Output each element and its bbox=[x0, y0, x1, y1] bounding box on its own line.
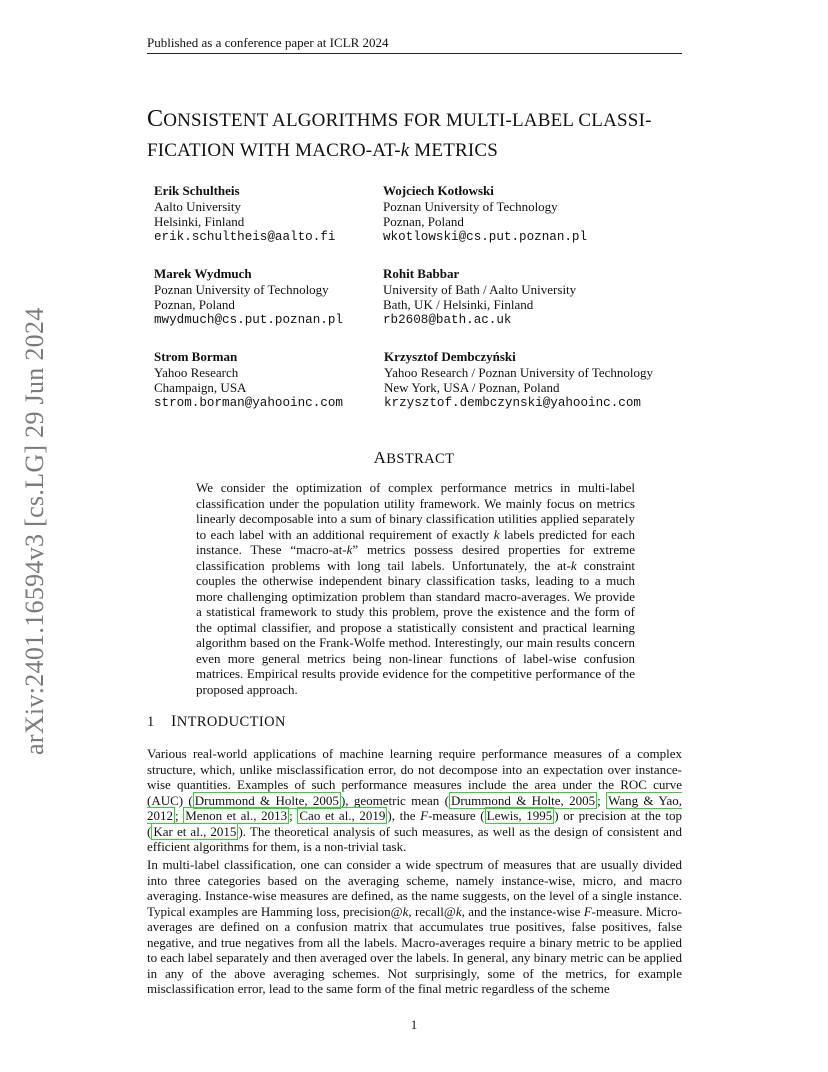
author-affiliation: University of Bath / Aalto University bbox=[383, 281, 577, 297]
author-email[interactable]: erik.schultheis@aalto.fi bbox=[154, 229, 336, 244]
abstract-part: We consider the optimization of complex performance metrics in multi-label classification under the population utility framework. We mainly focus on metrics linearly decomposable into a sum of binary classification utilities applied separately to each label with an additional requirement of exactly bbox=[196, 480, 635, 542]
author-affiliation: Poznan University of Technology bbox=[383, 198, 558, 214]
citation-link[interactable]: Wang & Yao, 2012 bbox=[147, 792, 682, 823]
author-name: Strom Borman bbox=[154, 349, 238, 364]
author-name: Krzysztof Dembczyński bbox=[384, 349, 516, 364]
author-block-6 bbox=[384, 349, 653, 411]
author-block-4 bbox=[383, 266, 576, 328]
math-k: k bbox=[570, 557, 577, 573]
text: ). The theoretical analysis of such measures, as well as the design of consistent and efficient algorithms for them, is a non-trivial task. bbox=[147, 823, 682, 854]
author-location: Poznan, Poland bbox=[383, 214, 464, 229]
author-block-5 bbox=[154, 349, 343, 411]
abstract-heading-initial: A bbox=[373, 448, 387, 467]
math-k: k bbox=[493, 526, 500, 542]
title-initial: C bbox=[147, 106, 164, 132]
abstract-part: labels predicted for each instance. These “macro-at- bbox=[196, 526, 635, 557]
running-header: Published as a conference paper at ICLR 2024 bbox=[147, 35, 389, 50]
author-affiliation: Yahoo Research bbox=[154, 364, 239, 380]
author-email[interactable]: wkotlowski@cs.put.poznan.pl bbox=[383, 229, 588, 244]
author-email[interactable]: mwydmuch@cs.put.poznan.pl bbox=[154, 312, 343, 327]
author-affiliation: Yahoo Research / Poznan University of Technology bbox=[384, 364, 654, 380]
author-email[interactable]: krzysztof.dembczynski@yahooinc.com bbox=[384, 395, 641, 410]
author-email[interactable]: rb2608@bath.ac.uk bbox=[383, 312, 512, 327]
author-location: New York, USA / Poznan, Poland bbox=[384, 380, 560, 395]
abstract-heading bbox=[0, 448, 828, 468]
author-block-2 bbox=[383, 183, 587, 245]
text: , recall@ bbox=[408, 903, 456, 919]
author-affiliation: Poznan University of Technology bbox=[154, 281, 329, 297]
author-name: Marek Wydmuch bbox=[154, 266, 252, 281]
text: ; bbox=[597, 792, 607, 808]
author-block-1 bbox=[154, 183, 335, 245]
text: -measure ( bbox=[428, 808, 485, 823]
intro-paragraph-1 bbox=[147, 746, 682, 855]
author-location: Champaign, USA bbox=[154, 380, 247, 395]
abstract-part: constraint couples the otherwise independent binary classification tasks, leading to a much more challenging optimization problem than standard macro-averages. We provide a statistical framework to study this problem, prove the existence and the form of the optimal classifier, and propose a statistically consistent and practical learning algorithm based on the Frank-Wolfe method. Interestingly, our main results concern even more general metrics being non-linear functions of label-wise confusion matrices. Empirical results provide evidence for the competitive performance of the proposed approach. bbox=[196, 557, 635, 697]
citation-link[interactable]: Lewis, 1995 bbox=[486, 808, 553, 823]
text: , and the instance-wise bbox=[461, 903, 584, 919]
text: ), geometric mean ( bbox=[340, 792, 449, 808]
author-affiliation: Aalto University bbox=[154, 198, 242, 214]
title-line2-end: METRICS bbox=[409, 140, 499, 161]
text: Various real-world applications of machine learning require performance measures of a complex structure, which, unlike misclassification error, do not decompose into an expectation over instance-wise quantities. Examples of such performance measures include the area under the ROC curve (AUC) ( bbox=[147, 746, 682, 808]
author-name: Rohit Babbar bbox=[383, 266, 460, 281]
citation-link[interactable]: Kar et al., 2015 bbox=[153, 823, 237, 839]
page-number: 1 bbox=[410, 1017, 418, 1032]
header-rule bbox=[147, 53, 682, 54]
title-line1: ONSISTENT ALGORITHMS FOR MULTI-LABEL CLASSI- bbox=[163, 110, 652, 131]
text: In multi-label classification, one can consider a wide spectrum of measures that are usually divided into three categories based on the averaging scheme, namely instance-wise, micro, and macro averaging. Instance-wise measures are defined, as the name suggests, on the level of a single instance. Typical examples are Hamming loss, precision@ bbox=[147, 857, 682, 919]
math-F: F bbox=[420, 808, 429, 823]
text: ; bbox=[289, 808, 298, 823]
title-line2: FICATION WITH MACRO-AT- bbox=[147, 140, 401, 161]
author-email[interactable]: strom.borman@yahooinc.com bbox=[154, 395, 343, 410]
section-heading-rest: NTRODUCTION bbox=[176, 714, 286, 730]
text: ; bbox=[175, 808, 184, 823]
text: ), the bbox=[387, 808, 421, 823]
abstract-heading-rest: BSTRACT bbox=[386, 451, 455, 467]
citation-link[interactable]: Drummond & Holte, 2005 bbox=[450, 792, 596, 808]
math-k: k bbox=[455, 903, 462, 919]
abstract-text bbox=[196, 480, 635, 697]
abstract-part: ” metrics possess desired properties for extreme classification problems with long tail labels. Unfortunately, the at- bbox=[196, 542, 635, 573]
author-location: Poznan, Poland bbox=[154, 297, 235, 312]
section-heading-initial: I bbox=[171, 713, 177, 730]
citation-link[interactable]: Cao et al., 2019 bbox=[299, 808, 386, 823]
citation-link[interactable]: Menon et al., 2013 bbox=[185, 808, 288, 823]
author-name: Erik Schultheis bbox=[154, 183, 240, 198]
author-location: Bath, UK / Helsinki, Finland bbox=[383, 297, 534, 312]
section-heading-introduction bbox=[147, 713, 286, 731]
author-name: Wojciech Kotłowski bbox=[383, 183, 494, 198]
arxiv-side-stamp: arXiv:2401.16594v3 [cs.LG] 29 Jun 2024 bbox=[20, 307, 49, 755]
citation-link[interactable]: Drummond & Holte, 2005 bbox=[194, 792, 339, 808]
paper-title bbox=[147, 104, 707, 166]
text: -measure. Micro-averages are defined on a confusion matrix that accumulates true positives, false positives, false negative, and true negatives from all the labels. Macro-averages require a binary metric to be applied to each label separately and then averaged over the labels. In general, any binary metric can be applied in any of the above averaging schemes. Not surprisingly, some of the metrics, for example misclassification error, lead to the same form of the final metric regardless of the scheme bbox=[147, 903, 682, 996]
title-k: k bbox=[400, 140, 410, 161]
math-F: F bbox=[583, 903, 592, 919]
intro-paragraph-2 bbox=[147, 857, 682, 997]
math-k: k bbox=[402, 903, 409, 919]
author-location: Helsinki, Finland bbox=[154, 214, 245, 229]
math-k: k bbox=[346, 542, 353, 557]
author-block-3 bbox=[154, 266, 343, 328]
text: ) or precision at the top ( bbox=[147, 808, 683, 839]
section-number: 1 bbox=[147, 714, 155, 730]
